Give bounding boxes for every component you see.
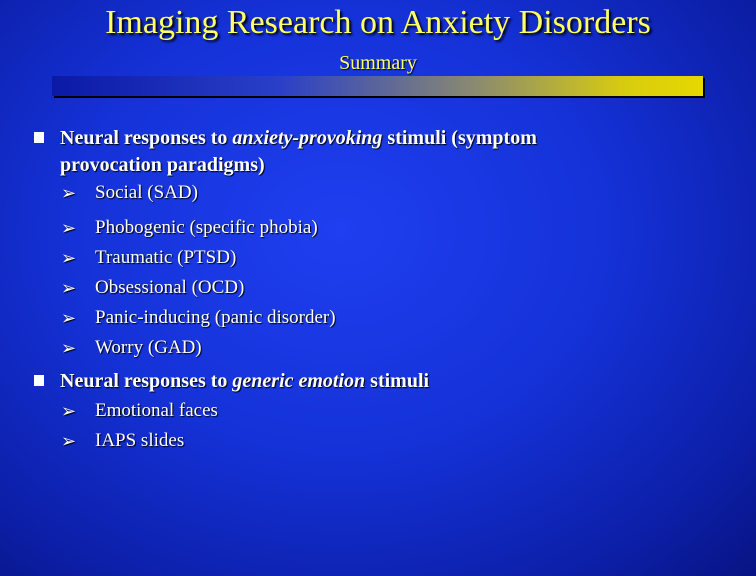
bullet-text: Neural responses to generic emotion stimuli xyxy=(60,370,430,392)
arrow-bullet-icon: ➢ xyxy=(61,217,77,239)
arrow-bullet-icon: ➢ xyxy=(61,337,77,359)
square-bullet-icon xyxy=(34,375,44,386)
sub-item: ➢ Worry (GAD) xyxy=(61,337,202,359)
sub-item: ➢ Traumatic (PTSD) xyxy=(61,247,237,269)
arrow-bullet-icon: ➢ xyxy=(61,247,77,269)
bullet-text: Neural responses to anxiety-provoking stimuli (symptom xyxy=(60,127,537,149)
arrow-bullet-icon: ➢ xyxy=(61,400,77,422)
bullet-item-1 xyxy=(34,125,537,179)
sub-item: ➢ Panic-inducing (panic disorder) xyxy=(61,307,336,329)
sub-item: ➢ Emotional faces xyxy=(61,400,218,422)
slide-subtitle: Summary xyxy=(339,52,417,74)
sub-item: ➢ IAPS slides xyxy=(61,430,185,452)
slide-title: Imaging Research on Anxiety Disorders xyxy=(105,4,651,41)
title-divider-bar xyxy=(52,76,703,96)
sub-item: ➢ Phobogenic (specific phobia) xyxy=(61,217,318,239)
sub-item: ➢ Obsessional (OCD) xyxy=(61,277,245,299)
arrow-bullet-icon: ➢ xyxy=(61,307,77,329)
arrow-bullet-icon: ➢ xyxy=(61,182,77,204)
bullet-item-2 xyxy=(34,368,429,395)
arrow-bullet-icon: ➢ xyxy=(61,277,77,299)
bullet-text-line2: provocation paradigms) xyxy=(60,154,265,176)
arrow-bullet-icon: ➢ xyxy=(61,430,77,452)
square-bullet-icon xyxy=(34,132,44,143)
sub-item: ➢ Social (SAD) xyxy=(61,182,198,204)
